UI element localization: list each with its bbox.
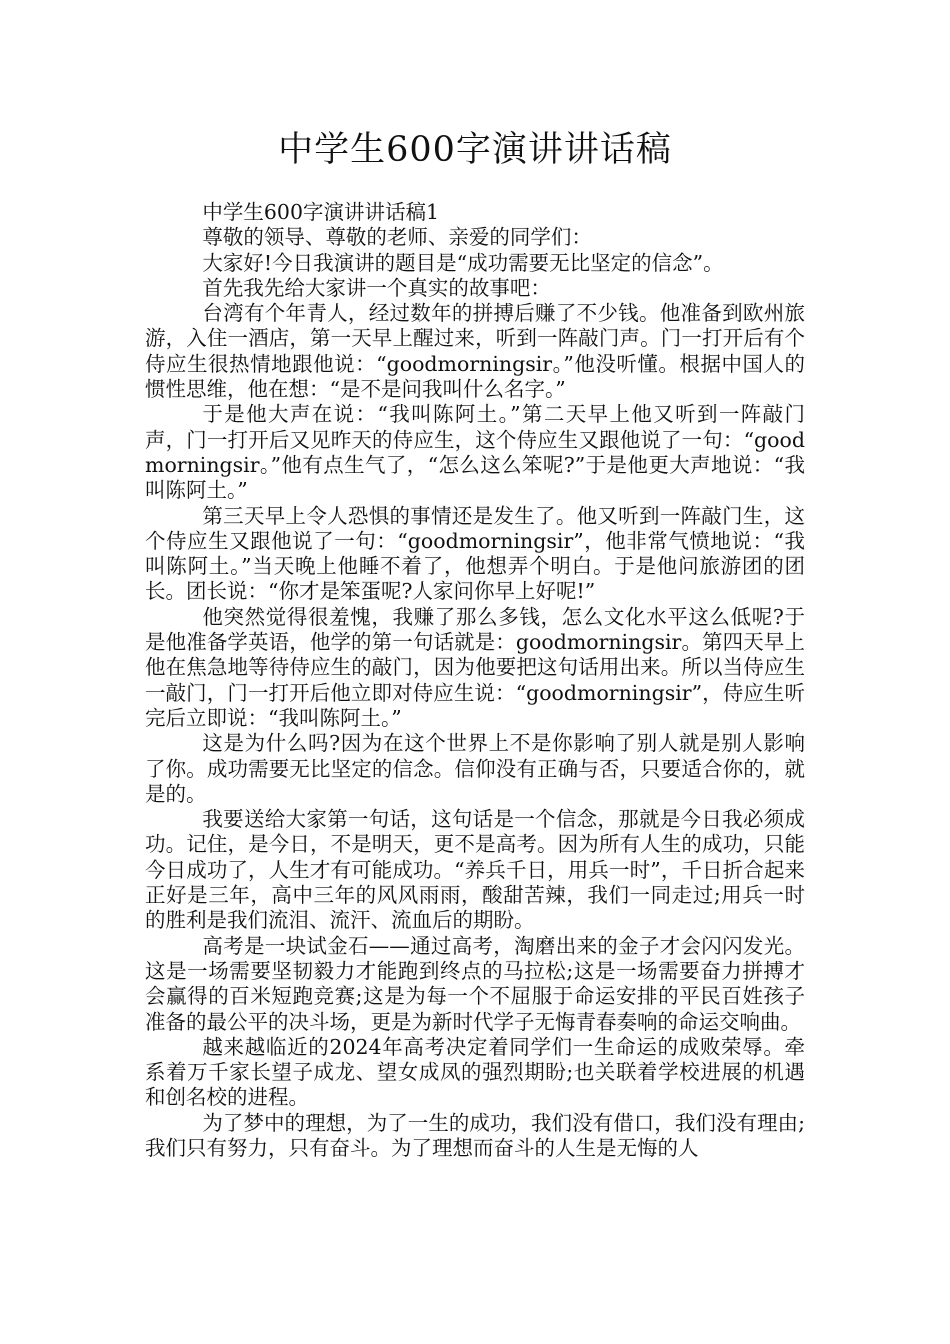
paragraph: 这是为什么吗?因为在这个世界上不是你影响了别人就是别人影响了你。成功需要无比坚定的信念。信仰没有正确与否，只要适合你的，就是的。 xyxy=(145,731,805,806)
paragraph: 我要送给大家第一句话，这句话是一个信念，那就是今日我必须成功。记住，是今日，不是明天，更不是高考。因为所有人生的成功，只能今日成功了，人生才有可能成功。“养兵千日，用兵一时”，千日折合起来正好是三年，高中三年的风风雨雨，酸甜苦辣，我们一同走过;用兵一时的胜利是我们流泪、流汗、流血后的期盼。 xyxy=(145,807,805,933)
paragraph: 首先我先给大家讲一个真实的故事吧： xyxy=(202,275,551,300)
paragraph: 第三天早上令人恐惧的事情还是发生了。他又听到一阵敲门生，这个侍应生又跟他说了一句：“goodmorningsir”，他非常气愤地说：“我叫陈阿土。”当天晚上他睡不着了，他想弄个明白。于是他问旅游团的团长。团长说：“你才是笨蛋呢?人家问你早上好呢!” xyxy=(145,503,805,604)
paragraph: 大家好!今日我演讲的题目是“成功需要无比坚定的信念”。 xyxy=(202,250,724,275)
paragraph: 台湾有个年青人，经过数年的拼搏后赚了不少钱。他准备到欧州旅游，入住一酒店，第一天早上醒过来，听到一阵敲门声。门一打开后有个侍应生很热情地跟他说：“goodmorningsir。”他没听懂。根据中国人的惯性思维，他在想：“是不是问我叫什么名字。” xyxy=(145,301,805,402)
paragraph: 中学生600字演讲讲话稿1 xyxy=(202,200,440,224)
paragraph: 越来越临近的2024年高考决定着同学们一生命运的成败荣辱。牵系着万千家长望子成龙、望女成凤的强烈期盼;也关联着学校进展的机遇和创名校的进程。 xyxy=(145,1034,805,1110)
paragraph: 尊敬的领导、尊敬的老师、亲爱的同学们： xyxy=(202,225,592,250)
paragraph: 高考是一块试金石——通过高考，淘磨出来的金子才会闪闪发光。这是一场需要坚韧毅力才能跑到终点的马拉松;这是一场需要奋力拼搏才会赢得的百米短跑竞赛;这是为每一个不屈服于命运安排的平民百姓孩子准备的最公平的决斗场，更是为新时代学子无悔青春奏响的命运交响曲。 xyxy=(145,933,805,1034)
document-title: 中学生600字演讲讲话稿 xyxy=(278,130,672,170)
paragraph: 他突然觉得很羞愧，我赚了那么多钱，怎么文化水平这么低呢?于是他准备学英语，他学的第一句话就是：goodmorningsir。第四天早上他在焦急地等待侍应生的敲门，因为他要把这句话用出来。所以当侍应生一敲门，门一打开后他立即对侍应生说：“goodmorningsir”，侍应生听完后立即说：“我叫陈阿土。” xyxy=(145,604,805,730)
document-body xyxy=(145,200,805,1161)
paragraph: 于是他大声在说：“我叫陈阿土。”第二天早上他又听到一阵敲门声，门一打开后又见昨天的侍应生，这个侍应生又跟他说了一句：“goodmorningsir。”他有点生气了，“怎么这么笨呢?”于是他更大声地说：“我叫陈阿土。” xyxy=(145,402,805,503)
paragraph: 为了梦中的理想，为了一生的成功，我们没有借口，我们没有理由;我们只有努力，只有奋斗。为了理想而奋斗的人生是无悔的人 xyxy=(145,1110,805,1160)
